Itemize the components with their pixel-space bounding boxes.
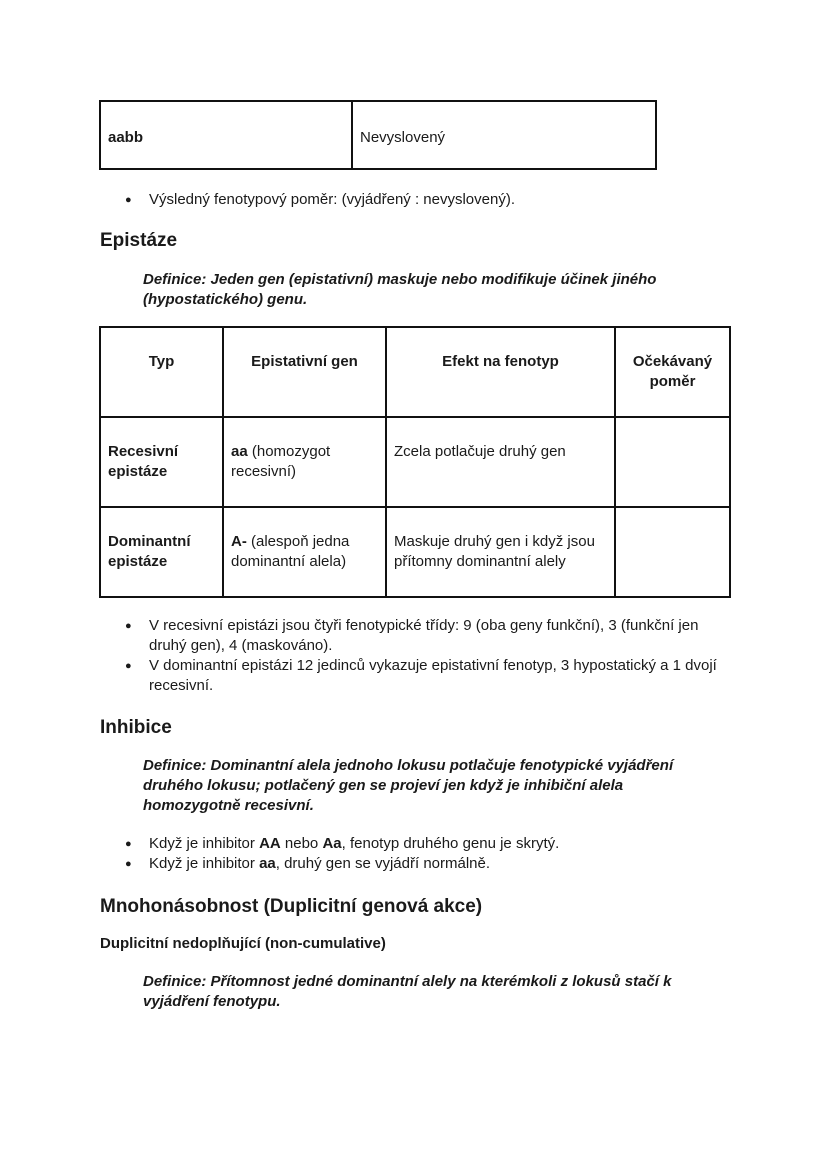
definition-duplicitni: Definice: Přítomnost jedné dominantní alely na kterémkoli z lokusů stačí k vyjádření fenotypu. <box>143 973 672 1010</box>
table-row <box>100 417 730 507</box>
gene-cell <box>223 507 386 597</box>
definition-inhibice: Definice: Dominantní alela jednoho lokusu potlačuje fenotypické vyjádření druhého lokusu; potlačený gen se projeví jen když je inhibiční alela homozygotně recesivní. <box>143 757 674 814</box>
type-cell: Dominantní epistáze <box>100 507 223 597</box>
table-row <box>100 507 730 597</box>
genotype-cell: aabb <box>100 101 352 169</box>
ratio-cell <box>615 417 730 507</box>
phenotype-cell: Nevyslovený <box>352 101 656 169</box>
list-item <box>99 834 739 854</box>
ratio-cell <box>615 507 730 597</box>
gene-description: (homozygot recesivní) <box>231 443 331 480</box>
effect-cell: Zcela potlačuje druhý gen <box>386 417 615 507</box>
epistaze-notes <box>99 616 739 696</box>
inhibice-notes <box>99 834 739 874</box>
column-header-efekt: Efekt na fenotyp <box>386 327 615 417</box>
list-item: ● Výsledný fenotypový poměr: (vyjádřený : nevyslovený). <box>99 190 749 210</box>
ratio-list <box>99 190 749 210</box>
section-heading-inhibice: Inhibice <box>100 717 172 738</box>
text: Když je inhibitor <box>149 855 260 872</box>
text: , fenotyp druhého genu je skrytý. <box>341 835 560 852</box>
effect-cell: Maskuje druhý gen i když jsou přítomny dominantní alely <box>386 507 615 597</box>
text: Když je inhibitor <box>149 835 260 852</box>
section-heading-mnohonasobnost: Mnohonásobnost (Duplicitní genová akce) <box>100 896 483 917</box>
gene-symbol: aa <box>231 443 248 460</box>
section-heading-epistaze: Epistáze <box>100 230 178 251</box>
subheading-duplicitni: Duplicitní nedoplňující (non-cumulative) <box>100 935 386 952</box>
epistaze-table <box>99 326 731 598</box>
column-header-typ: Typ <box>100 327 223 417</box>
genotype-aa-het: Aa <box>322 835 342 852</box>
gene-symbol: A- <box>231 533 247 550</box>
gene-cell <box>223 417 386 507</box>
list-item: ● V recesivní epistázi jsou čtyři fenotypické třídy: 9 (oba geny funkční), 3 (funkční jen druhý gen), 4 (maskováno). <box>99 616 739 656</box>
type-cell: Recesivní epistáze <box>100 417 223 507</box>
definition-epistaze: Definice: Jeden gen (epistativní) maskuje nebo modifikuje účinek jiného (hypostatického) genu. <box>143 271 657 308</box>
text: nebo <box>280 835 323 852</box>
genotype-aa: AA <box>259 835 281 852</box>
column-header-gen: Epistativní gen <box>223 327 386 417</box>
table-header-row <box>100 327 730 417</box>
genotype-aa-rec: aa <box>259 855 276 872</box>
column-header-pomer: Očekávaný poměr <box>615 327 730 417</box>
table-row <box>100 101 656 169</box>
gene-description: (alespoň jedna dominantní alela) <box>231 533 350 570</box>
genotype-table <box>99 100 657 170</box>
text: , druhý gen se vyjádří normálně. <box>275 855 491 872</box>
list-item: ● V dominantní epistázi 12 jedinců vykazuje epistativní fenotyp, 3 hypostatický a 1 dvojí recesivní. <box>99 656 739 696</box>
list-item <box>99 854 739 874</box>
